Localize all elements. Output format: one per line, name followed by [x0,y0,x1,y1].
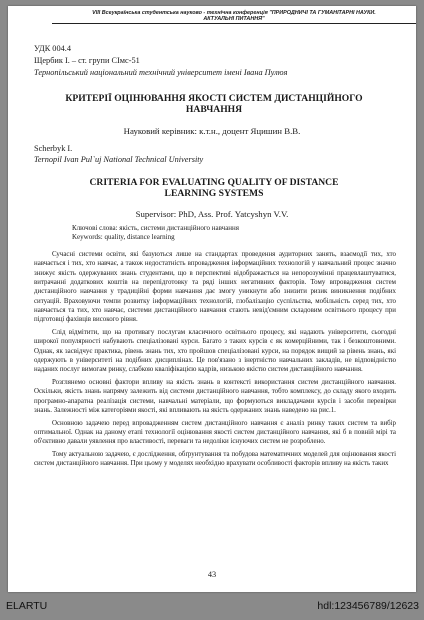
conference-header-line2: АКТУАЛЬНІ ПИТАННЯ" [203,16,265,23]
author-ua: Щербик І. – ст. групи СІмс-51 [34,56,140,65]
article-body [34,250,396,472]
paper-page [8,6,416,592]
udc-code: УДК 004.4 [34,44,71,53]
keywords-en: Keywords: quality, distance learning [72,233,175,241]
supervisor-en: Supervisor: PhD, Ass. Prof. Yatcyshyn V.V. [135,209,289,219]
title-en-line2: LEARNING SYSTEMS [164,188,264,199]
title-en [28,177,400,199]
supervisor-ua: Науковий керівник: к.т.н., доцент Яцишин В.В. [123,126,301,136]
paragraph-1: Сучасні системи освіти, які базуються лише на стандартах проведення аудиторних занять, взаємодії тих, хто навчається і тих, хто навчає, а також недостатність впровадження інформаційних технологій у навчальний процес значно знижує якість одержуваних знань студентами, що в перспективі відображається на непорозумінні працевлаштуватися, витрачанні додаткових коштів на перепідготовку та ряді інших негативних факторів. Тому впровадження систем дистанційного навчання у традиційні форми навчання дає змогу уникнути або знизити ризик виникнення подібних ситуацій. Враховуючи темпи розвитку інформаційних технологій, глобалізацію суспільства, мобільність серед тих, хто навчається та тих, хто навчає, системи дистанційного навчання стають невід'ємним складовим освітнього процесу при підготовці фахівців високого рівня. [34,251,396,324]
keywords-ua: Ключові слова: якість, системи дистанційного навчання [72,224,240,232]
title-ua-line2: НАВЧАННЯ [185,104,243,115]
affiliation-en: Ternopil Ivan Pul`uj National Technical University [34,155,204,164]
title-ua-line1: КРИТЕРІЇ ОЦІНЮВАННЯ ЯКОСТІ СИСТЕМ ДИСТАНЦІЙНОГО [65,93,363,104]
paragraph-3: Розглянемо основні фактори впливу на якість знань в контексті використання систем дистанційного навчання. Оскільки, якість знань напряму залежить від системи дистанційного навчання, тобто комплексу, до складу якого входить програмно-апаратна реалізація системи, навчальні матеріали, що формуються викладачами курсів і засоби перевірки знань. Залежності між категоріями якості, які впливають на якість одержаних знань наведено на рис.1. [34,379,396,415]
conference-header [52,10,416,24]
conference-header-line1: VIII Всеукраїнська студентська науково - технічна конференція "ПРИРОДНИЧІ ТА ГУМАНІТАРНІ НАУКИ. [92,10,376,16]
repository-footer [0,597,424,620]
title-ua [28,93,400,115]
page-number: 43 [207,570,217,579]
paragraph-2: Слід відмітити, що на противагу послугам класичного освітнього процесу, які надають університети, сьогодні широкої популярності набувають спеціалізовані курси. Багато з таких курсів є як комерційними, так і безкоштовними. Однак, як засвідчує практика, рівень знань тих, хто пройшов спеціалізовані курси, на порядок вищий за рівень знань, які одержують в університеті на подібних дисциплінах. Це пов'язано з інертністю навчальних закладів, не відповідністю наданих послуг вимогам ринку, слабкою кваліфікацією кадрів, низькою якістю систем дистанційного навчання. [34,329,396,374]
author-en: Scherbyk I. [34,144,73,153]
title-en-line1: CRITERIA FOR EVALUATING QUALITY OF DISTANCE [89,177,339,188]
handle-link[interactable]: hdl:123456789/12623 [317,600,419,612]
affiliation-ua: Тернопільський національний технічний університет імені Івана Пулюя [34,68,288,77]
paragraph-4: Основною задачею перед впровадженням систем дистанційного навчання є аналіз ринку таких систем та вибір оптимальної. Однак на даному етапі технології оцінювання якості систем дистанційного навчання, які б в повній мірі та об'єктивно давали уявлення про властивості, переваги та недоліки існуючих систем не розроблено. [34,419,396,446]
repository-name: ELARTU [6,600,48,612]
paragraph-5: Тому актуальною задачею, є дослідження, обґрунтування та побудова математичних моделей для оцінювання якості систем дистанційного навчання. При цьому у моделях необхідно врахувати особливості факторів впливу на якість таких [34,451,396,468]
